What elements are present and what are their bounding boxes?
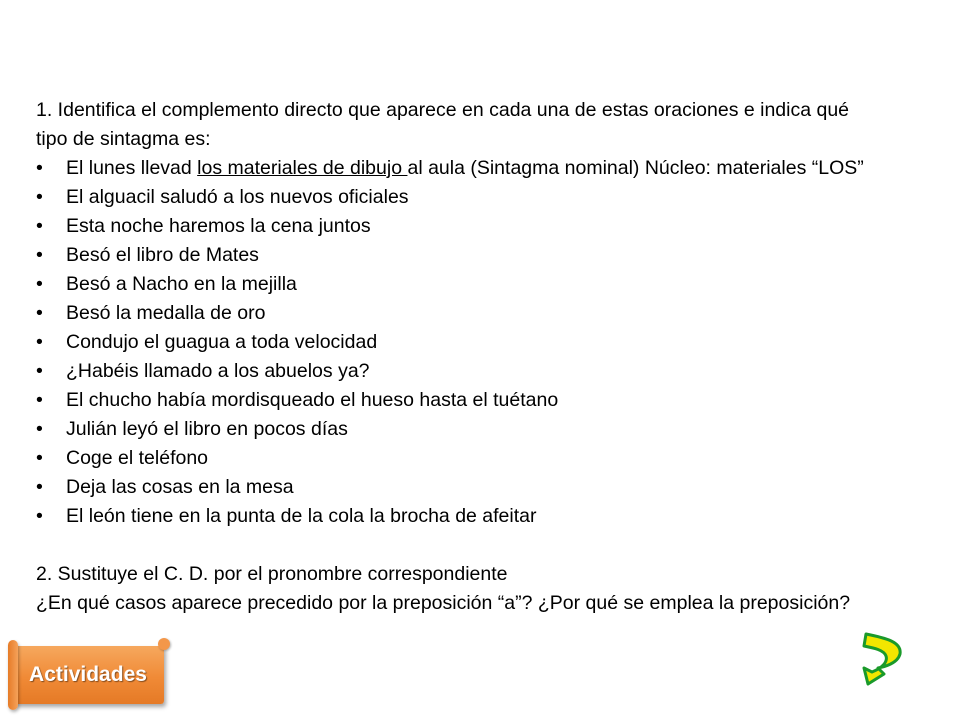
list-item: • El chucho había mordisqueado el hueso hasta el tuétano	[36, 386, 956, 415]
sentence-list	[36, 154, 956, 531]
list-item: • Condujo el guagua a toda velocidad	[36, 328, 956, 357]
example-item	[36, 154, 956, 183]
activities-badge	[12, 646, 164, 704]
exercise1-heading-line2: tipo de sintagma es:	[36, 128, 211, 150]
list-item: • Besó a Nacho en la mejilla	[36, 270, 956, 299]
activities-badge-label: Actividades	[29, 663, 147, 686]
exercise2-line2: ¿En qué casos aparece precedido por la preposición “a”? ¿Por qué se emplea la preposición?	[36, 592, 851, 614]
list-item: • Coge el teléfono	[36, 444, 956, 473]
example-underlined: los materiales de dibujo	[197, 157, 408, 179]
list-item: • Deja las cosas en la mesa	[36, 473, 956, 502]
list-item: • ¿Habéis llamado a los abuelos ya?	[36, 357, 956, 386]
example-before: El lunes llevad	[66, 157, 198, 179]
list-item: • Besó la medalla de oro	[36, 299, 956, 328]
activity-content	[36, 96, 956, 618]
exercise2-line1: 2. Sustituye el C. D. por el pronombre correspondiente	[36, 563, 508, 585]
list-item: • El león tiene en la punta de la cola la brocha de afeitar	[36, 502, 956, 531]
list-item: • Besó el libro de Mates	[36, 241, 956, 270]
spacer	[36, 531, 956, 560]
list-item: • El alguacil saludó a los nuevos oficiales	[36, 183, 956, 212]
list-item: • Julián leyó el libro en pocos días	[36, 415, 956, 444]
exercise1-heading-line1: 1. Identifica el complemento directo que aparece en cada una de estas oraciones e indica qué	[36, 99, 850, 121]
list-item: • Esta noche haremos la cena juntos	[36, 212, 956, 241]
example-after: al aula (Sintagma nominal) Núcleo: materiales “LOS”	[407, 157, 864, 179]
curved-arrow-icon[interactable]	[856, 628, 908, 694]
